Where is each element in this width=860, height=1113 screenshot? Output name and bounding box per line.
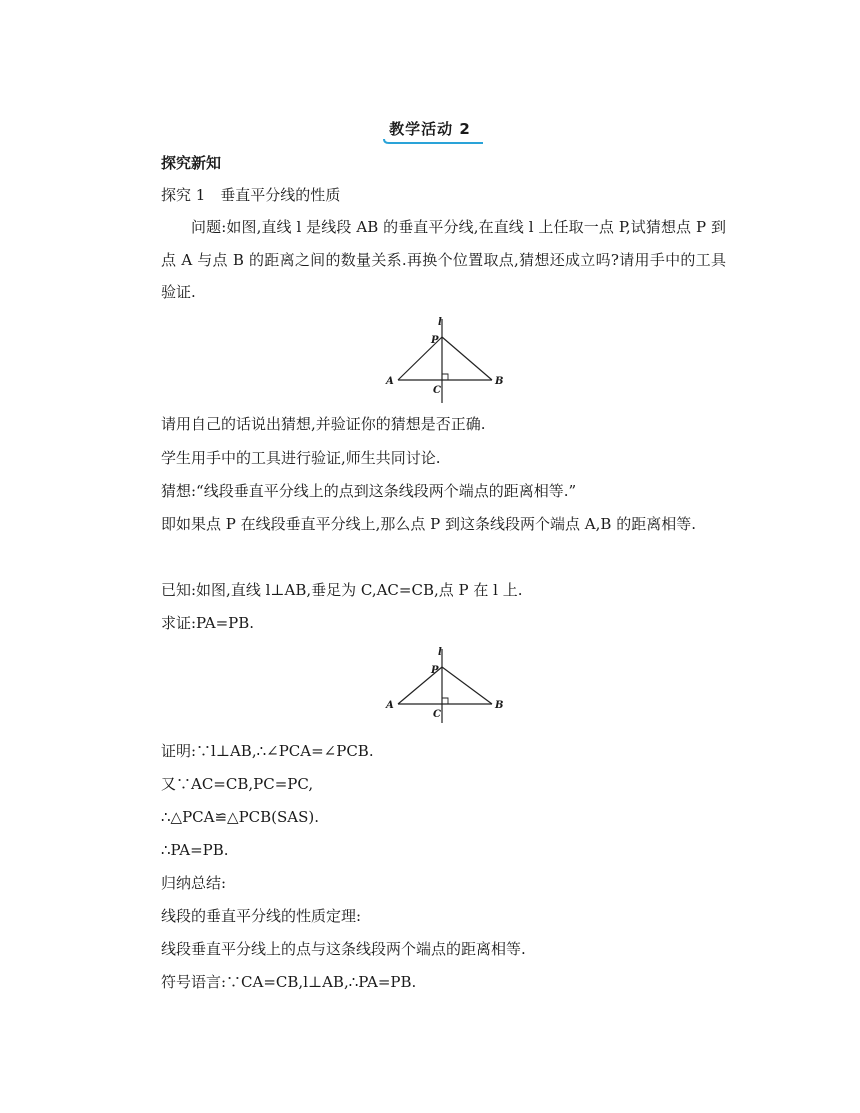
- activity-title: [383, 118, 477, 142]
- label-p: P: [431, 335, 439, 346]
- question-paragraph: 问题:如图,直线 l 是线段 AB 的垂直平分线,在直线 l 上任取一点 P,试猜想点 P 到点 A 与点 B 的距离之间的数量关系.再换个位置取点,猜想还成立吗?请用手中的工具验证.: [161, 218, 726, 301]
- theorem-statement: 线段垂直平分线上的点与这条线段两个端点的距离相等.: [161, 940, 526, 958]
- section-heading: 探究新知: [161, 154, 222, 172]
- label-l: l: [438, 317, 442, 328]
- line-prove: 求证:PA=PB.: [161, 614, 255, 632]
- label-b: B: [495, 376, 504, 387]
- proof-step-4: ∴PA=PB.: [161, 841, 229, 859]
- line-conjecture: 猜想:“线段垂直平分线上的点到这条线段两个端点的距离相等.”: [161, 482, 577, 500]
- right-angle-mark: [442, 374, 448, 380]
- activity-title-text: 教学活动 2: [389, 120, 471, 138]
- label-b: B: [495, 700, 504, 711]
- label-l: l: [438, 647, 442, 658]
- title-underline: [383, 138, 483, 144]
- proof-step-3: ∴△PCA≌△PCB(SAS).: [161, 808, 320, 826]
- summary-heading: 归纳总结:: [161, 874, 227, 892]
- right-angle-mark: [442, 698, 448, 704]
- label-p: P: [431, 665, 439, 676]
- segment-pb: [442, 667, 492, 704]
- line-given: 已知:如图,直线 l⊥AB,垂足为 C,AC=CB,点 P 在 l 上.: [161, 581, 523, 599]
- figure-1: [380, 315, 510, 411]
- line-verify: 学生用手中的工具进行验证,师生共同讨论.: [161, 449, 441, 467]
- figure-2: [380, 645, 510, 731]
- proof-step-1: 证明:∵l⊥AB,∴∠PCA=∠PCB.: [161, 742, 374, 760]
- line-guess-prompt: 请用自己的话说出猜想,并验证你的猜想是否正确.: [161, 415, 486, 433]
- symbolic-statement: 符号语言:∵CA=CB,l⊥AB,∴PA=PB.: [161, 973, 417, 991]
- segment-pb: [442, 337, 492, 380]
- theorem-title: 线段的垂直平分线的性质定理:: [161, 907, 362, 925]
- explore-heading: 探究 1 垂直平分线的性质: [161, 186, 341, 204]
- label-c: C: [433, 385, 441, 396]
- label-a: A: [386, 700, 394, 711]
- line-restatement: 即如果点 P 在线段垂直平分线上,那么点 P 到这条线段两个端点 A,B 的距离相等.: [161, 515, 696, 533]
- label-c: C: [433, 709, 441, 720]
- label-a: A: [386, 376, 394, 387]
- proof-step-2: 又∵AC=CB,PC=PC,: [161, 775, 314, 793]
